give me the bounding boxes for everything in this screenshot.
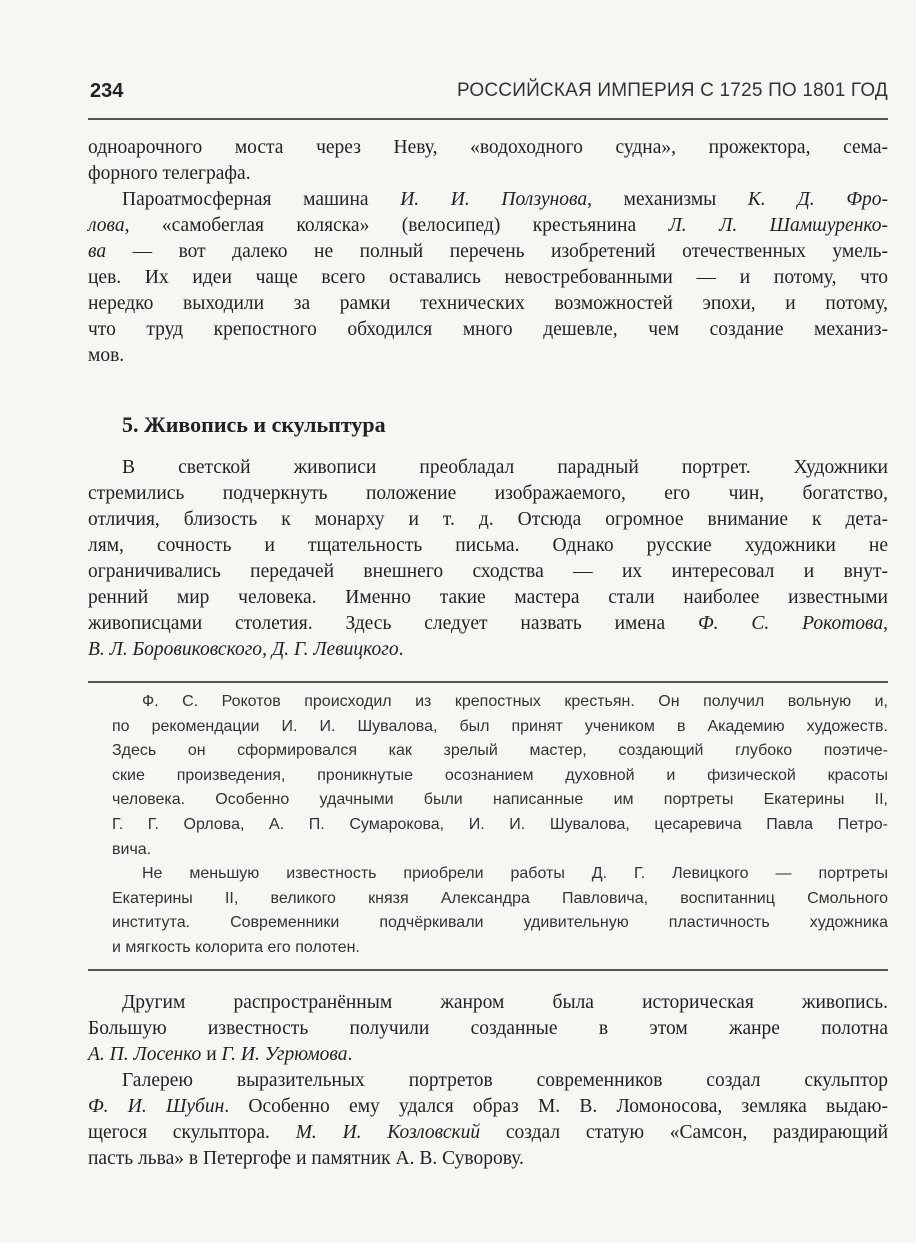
text-line xyxy=(112,813,888,838)
text-segment: Екатерины II, великого князя Александра Павловича, воспитанниц Смольного xyxy=(112,889,888,907)
text-line xyxy=(88,455,888,481)
text-segment: отличия, близость к монарху и т. д. Отсюда огромное внимание к дета- xyxy=(88,509,888,530)
text-segment: вича. xyxy=(112,840,152,858)
text-line xyxy=(112,911,888,936)
text-segment: Здесь он сформировался как зрелый мастер, создающий глубоко поэтиче- xyxy=(112,742,888,760)
text-segment: , механизмы xyxy=(587,189,748,210)
text-line xyxy=(88,291,888,317)
text-segment: лям, сочность и тщательность письма. Однако русские художники не xyxy=(88,535,888,556)
text-segment: форного телеграфа. xyxy=(88,163,251,184)
text-line xyxy=(88,1094,888,1120)
text-segment: Большую известность получили созданные в этом жанре полотна xyxy=(88,1018,888,1039)
italic-name: Г. И. Угрюмова xyxy=(221,1044,348,1065)
text-line xyxy=(88,343,888,369)
running-header xyxy=(90,80,888,108)
text-line xyxy=(88,1120,888,1146)
text-line xyxy=(88,1068,888,1094)
text-segment: по рекомендации И. И. Шувалова, был принят учеником в Академию художеств. xyxy=(112,717,888,735)
text-segment: Пароатмосферная машина xyxy=(122,189,401,210)
text-segment: живописцами столетия. Здесь следует назвать имена xyxy=(88,613,698,634)
text-segment: . xyxy=(398,639,404,660)
text-segment: Г. Г. Орлова, А. П. Сумарокова, И. И. Шувалова, цесаревича Павла Петро- xyxy=(112,815,888,833)
text-line xyxy=(88,507,888,533)
italic-name: Л. Л. Шамшуренко- xyxy=(668,215,889,236)
text-segment: — вот далеко не полный перечень изобретений отечественных умель- xyxy=(106,241,888,262)
text-segment: института. Современники подчёркивали удивительную пластичность художника xyxy=(112,914,888,932)
text-segment: стремились подчеркнуть положение изображаемого, его чин, богатство, xyxy=(88,483,888,504)
text-line xyxy=(88,990,888,1016)
italic-name: лова xyxy=(88,215,125,236)
italic-name: А. П. Лосенко xyxy=(88,1044,202,1065)
text-segment: Ф. С. Рокотов происходил из крепостных крестьян. Он получил вольную и, xyxy=(142,693,888,710)
text-line xyxy=(88,1042,888,1068)
text-line xyxy=(112,715,888,740)
text-line xyxy=(112,862,888,887)
text-segment: щегося скульптора. xyxy=(88,1122,296,1143)
text-segment: . xyxy=(347,1044,353,1065)
text-line xyxy=(88,265,888,291)
text-segment: цев. Их идеи чаще всего оставались невостребованными — и потому, что xyxy=(88,267,888,288)
text-line xyxy=(112,764,888,789)
text-segment: что труд крепостного обходился много дешевле, чем создание механиз- xyxy=(88,319,888,340)
text-segment: ограничивались передачей внешнего сходства — их интересовал и внут- xyxy=(88,561,888,582)
text-line xyxy=(88,559,888,585)
text-segment: Другим распространённым жанром была историческая живопись. xyxy=(122,992,888,1013)
text-line xyxy=(112,739,888,764)
text-segment: , xyxy=(262,639,272,660)
boxed-text xyxy=(112,690,888,961)
italic-name: И. И. Ползунова xyxy=(400,189,588,210)
italic-name: М. И. Козловский xyxy=(295,1122,481,1143)
text-segment: ские произведения, проникнутые осознанием духовной и физической красоты xyxy=(112,766,888,784)
text-segment: и xyxy=(201,1044,222,1065)
text-segment: В светской живописи преобладал парадный портрет. Художники xyxy=(122,457,888,478)
text-line xyxy=(88,135,888,161)
text-segment: создал статую «Самсон, раздирающий xyxy=(480,1122,889,1143)
text-line xyxy=(88,585,888,611)
text-segment: пасть льва» в Петергофе и памятник А. В. Суворову. xyxy=(88,1148,524,1169)
text-line xyxy=(112,936,888,961)
text-segment: , xyxy=(883,613,888,634)
text-line xyxy=(88,239,888,265)
text-segment: мов. xyxy=(88,345,125,366)
text-segment: Галерею выразительных портретов современников создал скульптор xyxy=(122,1070,888,1091)
text-line xyxy=(88,317,888,343)
text-line xyxy=(88,213,888,239)
italic-name: Д. Г. Левицкого xyxy=(271,639,399,660)
text-line xyxy=(88,611,888,637)
text-segment: , «самобеглая коляска» (велосипед) крестьянина xyxy=(124,215,669,236)
text-line xyxy=(88,1016,888,1042)
page-number: 234 xyxy=(90,80,124,102)
running-title: РОССИЙСКАЯ ИМПЕРИЯ С 1725 ПО 1801 ГОД xyxy=(456,80,888,101)
text-line xyxy=(88,481,888,507)
text-line xyxy=(112,887,888,912)
italic-name: ва xyxy=(88,241,107,262)
text-segment: Не меньшую известность приобрели работы Д. Г. Левицкого — портреты xyxy=(142,865,888,883)
text-segment: и мягкость колорита его полотен. xyxy=(112,938,360,956)
text-line xyxy=(112,838,888,863)
italic-name: К. Д. Фро- xyxy=(747,189,888,210)
text-segment: нередко выходили за рамки технических возможностей эпохи, и потому, xyxy=(88,293,888,314)
top-text xyxy=(88,135,888,369)
text-line xyxy=(112,788,888,813)
text-segment: человека. Особенно удачными были написанные им портреты Екатерины II, xyxy=(112,791,888,809)
text-line xyxy=(88,187,888,213)
text-line xyxy=(88,637,888,663)
middle-text xyxy=(88,455,888,663)
text-segment: ренний мир человека. Именно такие мастера стали наиболее известными xyxy=(88,587,888,608)
text-line xyxy=(88,161,888,187)
text-line xyxy=(112,690,888,715)
text-line xyxy=(88,1146,888,1172)
italic-name: В. Л. Боровиковского xyxy=(88,639,263,660)
box-bottom-rule xyxy=(88,969,888,971)
italic-name: Ф. И. Шубин xyxy=(88,1096,225,1117)
bottom-text xyxy=(88,990,888,1172)
text-segment: . Особенно ему удался образ М. В. Ломоносова, земляка выдаю- xyxy=(224,1096,888,1117)
italic-name: Ф. С. Рокотова xyxy=(697,613,884,634)
text-line xyxy=(88,533,888,559)
header-rule xyxy=(88,118,888,120)
box-top-rule xyxy=(88,681,888,683)
section-heading: 5. Живопись и скульптура xyxy=(122,412,386,437)
text-segment: одноарочного моста через Неву, «водоходного судна», прожектора, сема- xyxy=(88,137,888,158)
